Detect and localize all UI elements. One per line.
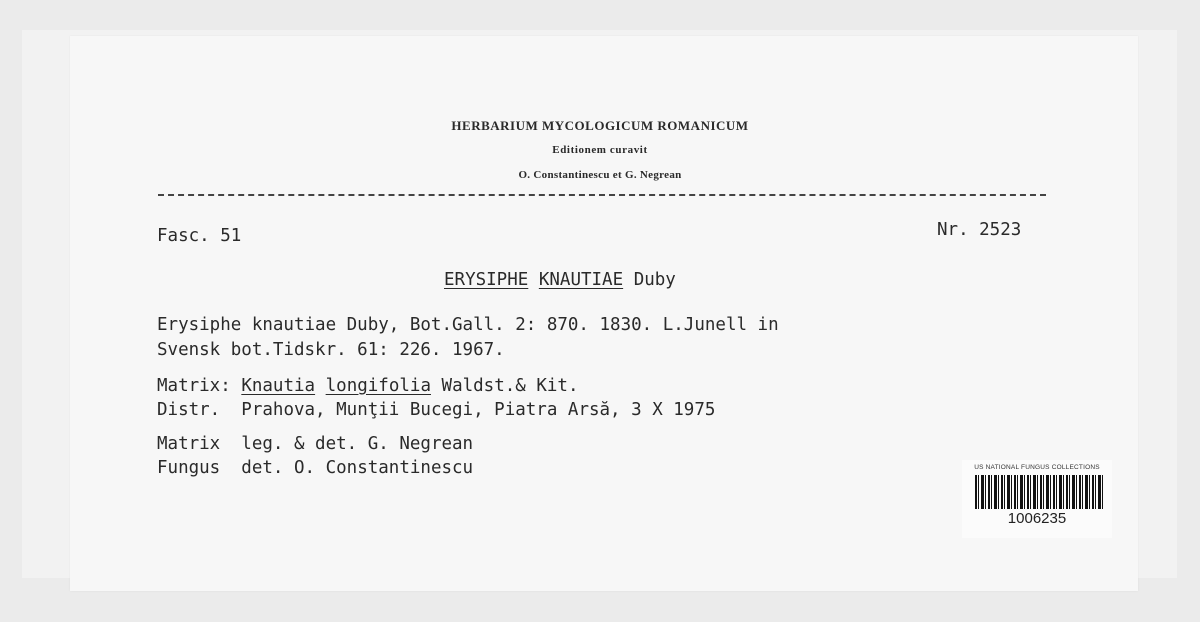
species-genus: ERYSIPHE — [444, 270, 529, 290]
collector-value: leg. & det. G. Negrean — [241, 434, 474, 454]
citation-line-1: Erysiphe knautiae Duby, Bot.Gall. 2: 870. 1830. L.Junell in — [157, 315, 779, 335]
determiner-value: det. O. Constantinescu — [241, 458, 474, 478]
distribution-label: Distr. — [157, 400, 221, 420]
barcode-caption: US NATIONAL FUNGUS COLLECTIONS — [974, 464, 1100, 471]
collector-line — [157, 434, 473, 454]
exsiccata-number: Nr. 2523 — [937, 220, 1022, 240]
determiner-line — [157, 458, 473, 478]
species-name — [444, 270, 676, 290]
barcode-number: 1006235 — [1007, 510, 1067, 527]
herbarium-title: HERBARIUM MYCOLOGICUM ROMANICUM — [451, 118, 749, 133]
collector-label: Matrix — [157, 434, 221, 454]
editors-names: O. Constantinescu et G. Negrean — [518, 169, 682, 181]
fascicle-number: Fasc. 51 — [157, 226, 242, 246]
barcode-label — [962, 460, 1112, 538]
distribution-value: Prahova, Munţii Bucegi, Piatra Arsă, 3 X 1975 — [241, 400, 716, 420]
determiner-label: Fungus — [157, 458, 221, 478]
matrix-line — [157, 376, 579, 396]
host-epithet: longifolia — [325, 376, 431, 396]
barcode-icon — [975, 475, 1105, 509]
matrix-label: Matrix: — [157, 376, 231, 396]
distribution-line — [157, 400, 715, 420]
header-divider — [158, 194, 1046, 196]
citation-line-2: Svensk bot.Tidskr. 61: 226. 1967. — [157, 340, 505, 360]
host-author: Waldst.& Kit. — [441, 376, 579, 396]
editor-caption: Editionem curavit — [552, 144, 648, 156]
species-epithet: KNAUTIAE — [538, 270, 624, 290]
host-genus: Knautia — [241, 376, 316, 396]
species-author: Duby — [633, 270, 676, 290]
